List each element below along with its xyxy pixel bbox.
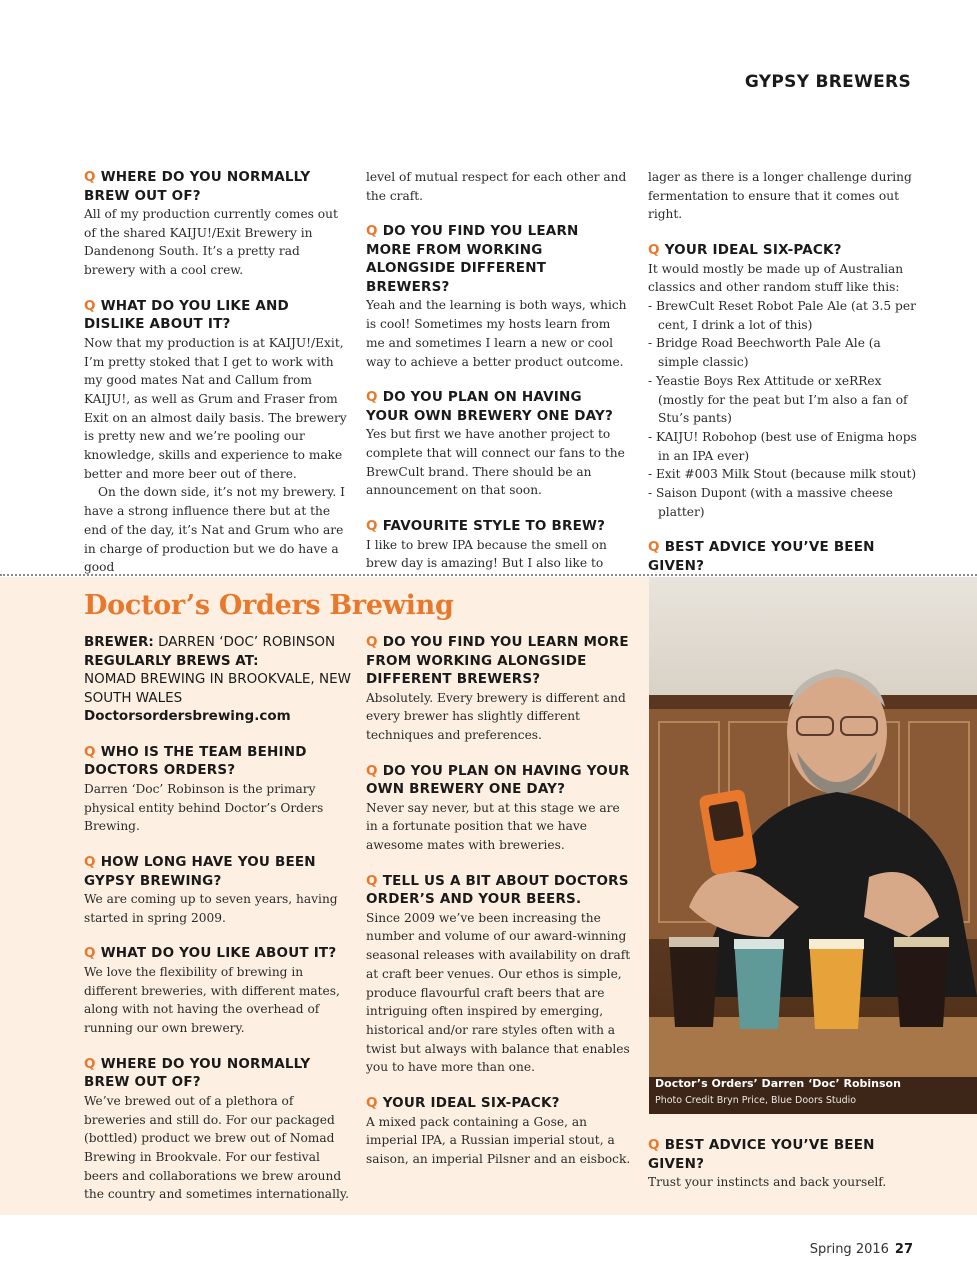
- answer: Darren ‘Doc’ Robinson is the primary physical entity behind Doctor’s Orders Brewing.: [84, 781, 324, 834]
- question: Q DO YOU FIND YOU LEARN MORE FROM WORKING ALONGSIDE DIFFERENT BREWERS?: [366, 634, 629, 687]
- answer: Never say never, but at this stage we are in a fortunate position that we have awesome mates with breweries.: [366, 800, 620, 853]
- qa-block: [366, 388, 628, 500]
- brewery-title: Doctor’s Orders Brewing: [84, 590, 454, 621]
- brewer-label: BREWER:: [84, 634, 154, 650]
- qa-block: [84, 743, 354, 836]
- question: Q BEST ADVICE YOU’VE BEEN GIVEN?: [648, 539, 875, 574]
- issue-label: Spring 2016: [809, 1242, 889, 1257]
- question: Q WHERE DO YOU NORMALLY BREW OUT OF?: [84, 1055, 311, 1091]
- answer: Yes but first we have another project to complete that will connect our fans to the BrewCult brand. There should be an announcement on that soon.: [366, 427, 625, 498]
- qa-block: [366, 762, 632, 855]
- q-marker: Q: [366, 1095, 378, 1112]
- brew-location: NOMAD BREWING IN BROOKVALE, NEW SOUTH WALES: [84, 671, 351, 706]
- bottom-column-3: [648, 1136, 918, 1192]
- brewer-name: DARREN ‘DOC’ ROBINSON: [158, 634, 336, 650]
- bottom-column-2: [366, 633, 632, 1186]
- q-marker: Q: [84, 1055, 96, 1072]
- q-marker: Q: [648, 539, 660, 556]
- q-marker: Q: [648, 1137, 660, 1153]
- answer-continued: On the down side, it’s not my brewery. I have a strong influence there but at the end of the day, it’s Nat and Grum who are in charge of production but we do have a good: [84, 485, 345, 575]
- question: Q DO YOU PLAN ON HAVING YOUR OWN BREWERY ONE DAY?: [366, 389, 614, 424]
- question: Q WHERE DO YOU NORMALLY BREW OUT OF?: [84, 169, 311, 204]
- q-marker: Q: [84, 297, 96, 314]
- q-marker: Q: [84, 945, 96, 962]
- q-marker: Q: [366, 223, 378, 240]
- brewer-photo: [649, 577, 977, 1114]
- q-marker: Q: [84, 169, 96, 185]
- q-marker: Q: [366, 872, 378, 889]
- answer: Now that my production is at KAIJU!/Exit, I’m pretty stoked that I get to work with my good mates Nat and Callum from KAIJU!, as well as Grum and Fraser from Exit on an almost daily basis. The brewery is pretty new and we’re pooling our knowledge, skills and experience to make better and more beer out of there.: [84, 335, 347, 481]
- qa-block: [366, 633, 632, 745]
- answer: Absolutely. Every brewery is different and every brewer has slightly different techniques and preferences.: [366, 690, 626, 742]
- qa-block: [84, 944, 354, 1037]
- brewery-website-link[interactable]: Doctorsordersbrewing.com: [84, 708, 291, 725]
- answer: We are coming up to seven years, having started in spring 2009.: [84, 892, 338, 925]
- answer: It would mostly be made up of Australian classics and other random stuff like this:: [648, 261, 904, 295]
- answer: Since 2009 we’ve been increasing the number and volume of our award-winning seasonal releases with availability on draft at craft beer venues. Our ethos is simple, produce flavourful craft beers that are intriguing often inspired by emerging, historical and/or rare styles often with a twist but always with balance that enables you to have more than one.: [366, 910, 631, 1075]
- brewer-info: [84, 633, 354, 726]
- qa-block: [366, 872, 632, 1077]
- question: Q YOUR IDEAL SIX-PACK?: [366, 1095, 560, 1112]
- qa-block: [366, 1094, 632, 1169]
- section-divider: [0, 574, 977, 576]
- question: Q HOW LONG HAVE YOU BEEN GYPSY BREWING?: [84, 854, 316, 889]
- top-column-3: [648, 168, 918, 611]
- list-item: - KAIJU! Robohop (best use of Enigma hops in an IPA ever): [648, 429, 917, 463]
- answer: Yeah and the learning is both ways, which is cool! Sometimes my hosts learn from me and sometimes I learn a new or cool way to achieve a better product outcome.: [366, 298, 627, 369]
- question: Q BEST ADVICE YOU’VE BEEN GIVEN?: [648, 1137, 875, 1172]
- qa-block-sixpack: [648, 241, 918, 521]
- qa-block: [366, 222, 628, 371]
- photo-caption: [655, 1077, 901, 1106]
- qa-block: [84, 1055, 354, 1204]
- answer: We love the flexibility of brewing in different breweries, with different mates, along with not having the overhead of running our own brewery.: [84, 964, 340, 1036]
- question: Q WHAT DO YOU LIKE AND DISLIKE ABOUT IT?: [84, 297, 289, 333]
- question: Q YOUR IDEAL SIX-PACK?: [648, 242, 842, 259]
- question: Q DO YOU PLAN ON HAVING YOUR OWN BREWERY ONE DAY?: [366, 762, 630, 798]
- question: Q FAVOURITE STYLE TO BREW?: [366, 518, 606, 535]
- list-item: - Bridge Road Beechworth Pale Ale (a simple classic): [648, 336, 881, 370]
- question: Q DO YOU FIND YOU LEARN MORE FROM WORKING ALONGSIDE DIFFERENT BREWERS?: [366, 223, 579, 295]
- q-marker: Q: [366, 634, 378, 650]
- list-item: - Saison Dupont (with a massive cheese platter): [648, 486, 893, 519]
- q-marker: Q: [84, 854, 96, 871]
- q-marker: Q: [366, 518, 378, 535]
- qa-block: [84, 168, 352, 280]
- page-number: 27: [894, 1242, 913, 1257]
- question: Q TELL US A BIT ABOUT DOCTORS ORDER’S AND YOUR BEERS.: [366, 872, 629, 908]
- question: Q WHO IS THE TEAM BEHIND DOCTORS ORDERS?: [84, 743, 307, 779]
- list-item: - Exit #003 Milk Stout (because milk stout): [648, 467, 917, 482]
- question: Q WHAT DO YOU LIKE ABOUT IT?: [84, 945, 337, 962]
- sixpack-list: [648, 297, 918, 521]
- q-marker: Q: [84, 743, 96, 760]
- q-marker: Q: [366, 389, 378, 406]
- caption-title: Doctor’s Orders’ Darren ‘Doc’ Robinson: [655, 1077, 901, 1090]
- q-marker: Q: [366, 762, 378, 779]
- answer: All of my production currently comes out of the shared KAIJU!/Exit Brewery in Dandenong South. It’s a pretty rad brewery with a cool crew.: [84, 207, 338, 278]
- photo-credit: Photo Credit Bryn Price, Blue Doors Studio: [655, 1095, 857, 1106]
- list-item: - BrewCult Reset Robot Pale Ale (at 3.5 per cent, I drink a lot of this): [648, 299, 916, 332]
- answer-continued: lager as there is a longer challenge during fermentation to ensure that it comes out right.: [648, 170, 912, 222]
- bottom-column-1: [84, 633, 354, 1221]
- answer: Trust your instincts and back yourself.: [648, 1175, 887, 1189]
- qa-block: [84, 297, 352, 577]
- list-item: - Yeastie Boys Rex Attitude or xeRRex (mostly for the peat but I’m also a fan of Stu’s pants): [648, 373, 908, 426]
- section-header: GYPSY BREWERS: [744, 72, 911, 92]
- top-column-1: [84, 168, 352, 594]
- answer: A mixed pack containing a Gose, an imperial IPA, a Russian imperial stout, a saison, an imperial Pilsner and an eisbock.: [366, 1114, 631, 1166]
- top-column-2: [366, 168, 628, 609]
- answer: I like to brew IPA because the smell on brew day is amazing! But I also like to: [366, 537, 607, 571]
- qa-block: [84, 853, 354, 927]
- photo-illustration: [649, 577, 977, 1114]
- answer-continued: level of mutual respect for each other and the craft.: [366, 170, 627, 203]
- regularly-brews-label: REGULARLY BREWS AT:: [84, 652, 259, 669]
- answer: We’ve brewed out of a plethora of breweries and still do. For our packaged (bottled) product we brew out of Nomad Brewing in Brookvale. For our festival beers and collaborations we brew around the country and sometimes internationally.: [84, 1093, 350, 1202]
- q-marker: Q: [648, 242, 660, 259]
- page-footer: [810, 1242, 913, 1257]
